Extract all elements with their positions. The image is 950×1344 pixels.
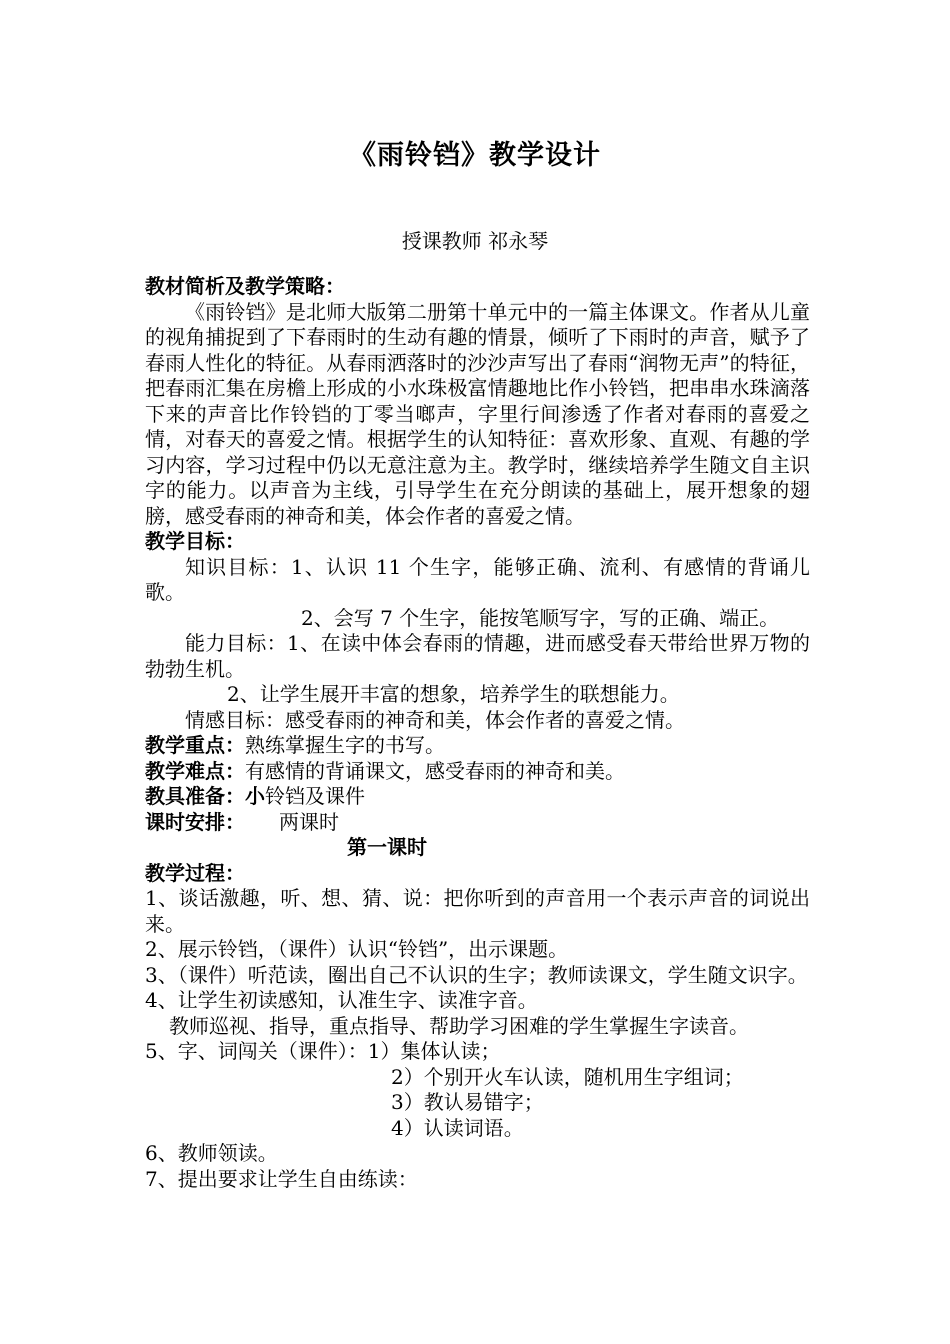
- key-point-text: 熟练掌握生字的书写。: [245, 733, 445, 757]
- process-substep: 2）个别开火车认读，随机用生字组词；: [391, 1064, 744, 1089]
- difficulty-line: [145, 759, 810, 785]
- difficulty-label: 教学难点：: [145, 758, 245, 783]
- process-step: 3、（课件）听范读，圈出自己不认识的生字；教师读课文，学生随文识字。: [145, 962, 808, 987]
- materials-text: 铃铛及课件: [265, 784, 365, 808]
- process-heading: 教学过程：: [145, 860, 245, 885]
- schedule-line: [145, 810, 810, 836]
- ability-goal-1: 能力目标：1、在读中体会春雨的情趣，进而感受春天带给世界万物的勃勃生机。: [145, 631, 810, 681]
- process-step-note: 教师巡视、指导，重点指导、帮助学习困难的学生掌握生字读音。: [169, 1013, 749, 1038]
- process-step: 2、展示铃铛，（课件）认识“铃铛”，出示课题。: [145, 937, 569, 961]
- goals-heading: 教学目标：: [145, 529, 245, 553]
- process-substep: 3）教认易错字；: [391, 1090, 544, 1114]
- lesson-title: 第一课时: [347, 835, 427, 859]
- knowledge-goal-2: 2、会写 7 个生字，能按笔顺写字，写的正确、端正。: [301, 605, 780, 630]
- schedule-text: 两课时: [279, 809, 339, 834]
- difficulty-text: 有感情的背诵课文，感受春雨的神奇和美。: [245, 758, 625, 783]
- process-substep: 4）认读词语。: [391, 1115, 524, 1140]
- document-title: 《雨铃铛》教学设计: [349, 140, 601, 171]
- key-point-line: [145, 733, 810, 759]
- process-step: 6、教师领读。: [145, 1141, 278, 1165]
- knowledge-goal-1: 知识目标：1、认识 11 个生字，能够正确、流利、有感情的背诵儿歌。: [145, 554, 810, 604]
- emotion-goal: 情感目标：感受春雨的神奇和美，体会作者的喜爱之情。: [185, 707, 685, 732]
- process-step: 5、字、词闯关（课件）：1）集体认读；: [145, 1039, 501, 1063]
- teacher-line: 授课教师 祁永琴: [401, 229, 549, 253]
- ability-goal-2: 2、让学生展开丰富的想象，培养学生的联想能力。: [227, 682, 680, 706]
- schedule-label: 课时安排：: [145, 809, 245, 834]
- process-step: 1、谈话激趣，听、想、猜、说：把你听到的声音用一个表示声音的词说出来。: [145, 886, 810, 936]
- document-body: [145, 274, 810, 1192]
- process-step: 7、提出要求让学生自由练读：: [145, 1166, 418, 1191]
- materials-label: 教具准备：小: [145, 784, 265, 808]
- process-step: 4、让学生初读感知，认准生字、读准字音。: [145, 988, 538, 1012]
- analysis-heading: 教材简析及教学策略：: [145, 274, 345, 298]
- key-point-label: 教学重点：: [145, 733, 245, 757]
- materials-line: [145, 784, 810, 810]
- analysis-paragraph: 《雨铃铛》是北师大版第二册第十单元中的一篇主体课文。作者从儿童的视角捕捉到了下春雨时的生动有趣的情景，倾听了下雨时的声音，赋予了春雨人性化的特征。从春雨洒落时的沙沙声写出了春雨“润物无声”的特征，把春雨汇集在房檐上形成的小水珠极富情趣地比作小铃铛，把串串水珠滴落下来的声音比作铃铛的丁零当啷声，字里行间渗透了作者对春雨的喜爱之情，对春天的喜爱之情。根据学生的认知特征：喜欢形象、直观、有趣的学习内容，学习过程中仍以无意注意为主。教学时，继续培养学生随文自主识字的能力。以声音为主线，引导学生在充分朗读的基础上，展开想象的翅膀，感受春雨的神奇和美，体会作者的喜爱之情。: [145, 299, 810, 528]
